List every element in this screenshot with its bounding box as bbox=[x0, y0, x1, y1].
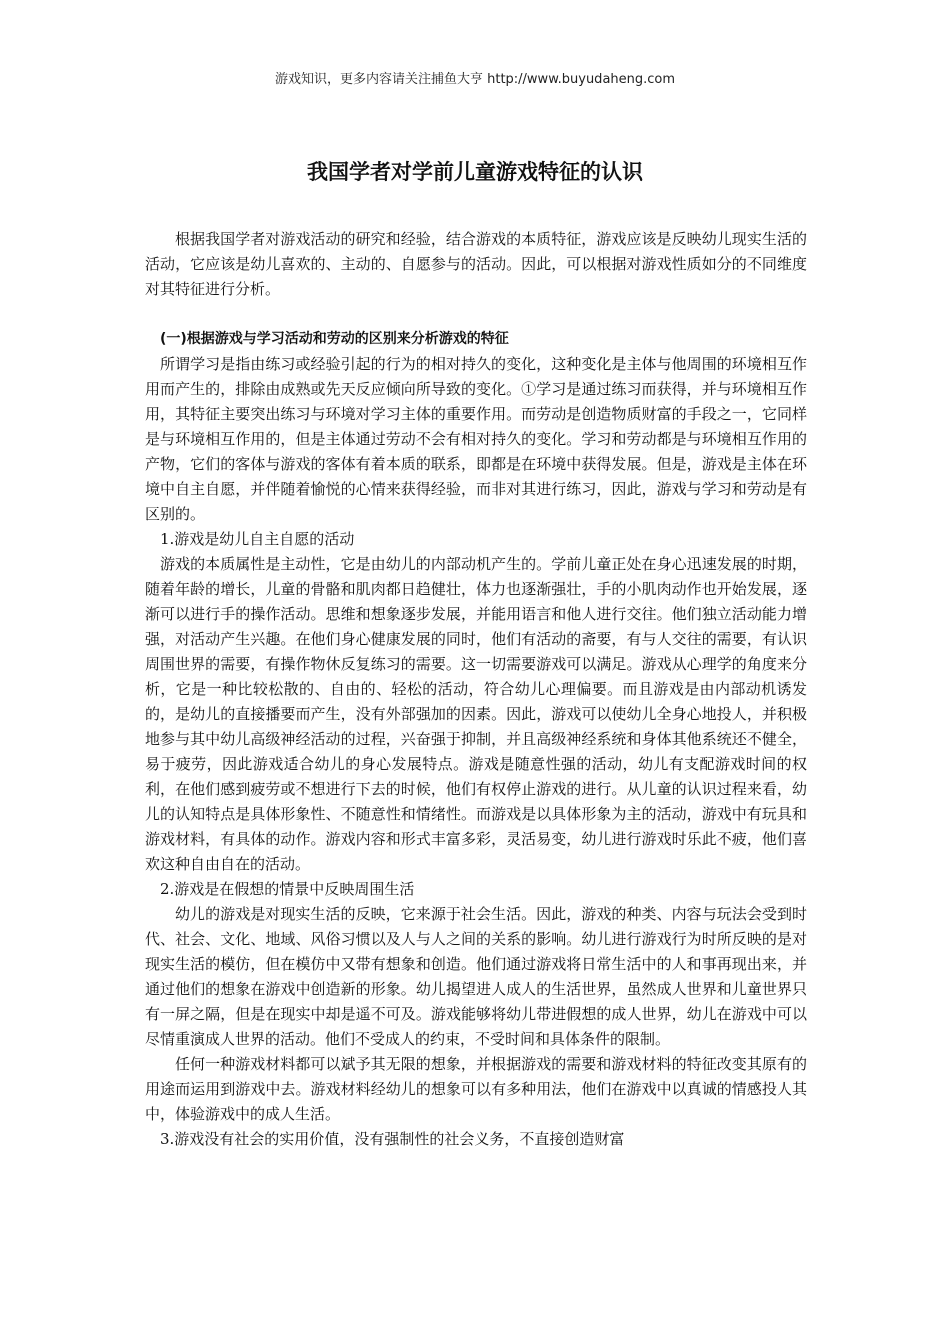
document-body bbox=[145, 227, 807, 1152]
spacer bbox=[145, 302, 807, 327]
intro-paragraph: 根据我国学者对游戏活动的研究和经验，结合游戏的本质特征，游戏应该是反映幼儿现实生活的活动，它应该是幼儿喜欢的、主动的、自愿参与的活动。因此，可以根据对游戏性质如分的不同维度对其特征进行分析。 bbox=[145, 230, 807, 298]
item3-heading: 3.游戏没有社会的实用价值，没有强制性的社会义务，不直接创造财富 bbox=[160, 1130, 625, 1148]
item1-paragraph: 游戏的本质属性是主动性，它是由幼儿的内部动机产生的。学前儿童正处在身心迅速发展的时期，随着年龄的增长，儿童的骨骼和肌肉都日趋健壮，体力也逐渐强壮，手的小肌肉动作也开始发展，逐渐可以进行手的操作活动。思维和想象逐步发展，并能用语言和他人进行交往。他们独立活动能力增强，对活动产生兴趣。在他们身心健康发展的同时，他们有活动的斋要，有与人交往的需要，有认识周围世界的需要，有操作物休反复练习的需要。这一切需要游戏可以满足。游戏从心理学的角度来分析，它是一种比较松散的、自由的、轻松的活动，符合幼儿心理偏要。而且游戏是由内部动机诱发的，是幼儿的直接播要而产生，没有外部强加的因素。因此，游戏可以使幼儿全身心地投人，并积极地参与其中幼儿高级神经活动的过程，兴奋强于抑制，并且高级神经系统和身体其他系统还不健全，易于疲劳，因此游戏适合幼儿的身心发展特点。游戏是随意性强的活动，幼儿有支配游戏时间的权利，在他们感到疲劳或不想进行下去的时候，他们有权停止游戏的进行。从儿童的认识过程来看，幼儿的认知特点是具体形象性、不随意性和情绪性。而游戏是以具体形象为主的活动，游戏中有玩具和游戏材料，有具体的动作。游戏内容和形式丰富多彩，灵活易变，幼儿进行游戏时乐此不疲，他们喜欢这种自由自在的活动。 bbox=[145, 555, 807, 873]
item2-heading: 2.游戏是在假想的情景中反映周围生活 bbox=[160, 880, 415, 898]
document-title: 我国学者对学前儿童游戏特征的认识 bbox=[307, 160, 643, 184]
section1-heading: (一)根据游戏与学习活动和劳动的区别来分析游戏的特征 bbox=[160, 331, 509, 347]
item1-heading: 1.游戏是幼儿自主自愿的活动 bbox=[160, 530, 355, 548]
item2-paragraph-2: 任何一种游戏材料都可以斌予其无限的想象，并根据游戏的需要和游戏材料的特征改变其原有的用途而运用到游戏中去。游戏材料经幼儿的想象可以有多种用法，他们在游戏中以真诚的情感投人其中，体验游戏中的成人生活。 bbox=[145, 1055, 807, 1123]
item2-paragraph-1: 幼儿的游戏是对现实生活的反映，它来源于社会生活。因此，游戏的种类、内容与玩法会受到时代、社会、文化、地域、风俗习惯以及人与人之间的关系的影响。幼儿进行游戏行为时所反映的是对现实生活的模仿，但在模仿中又带有想象和创造。他们通过游戏将日常生活中的人和事再现出来，并通过他们的想象在游戏中创造新的形象。幼儿揭望进人成人的生活世界，虽然成人世界和儿童世界只有一屏之隔，但是在现实中却是遥不可及。游戏能够将幼儿带进假想的成人世界，幼儿在游戏中可以尽情重演成人世界的活动。他们不受成人的约束，不受时间和具体条件的限制。 bbox=[145, 905, 807, 1048]
page-header: 游戏知识，更多内容请关注捕鱼大亨 http://www.buyudaheng.com bbox=[274, 72, 676, 87]
section1-paragraph: 所谓学习是指由练习或经验引起的行为的相对持久的变化，这种变化是主体与他周围的环境相互作用而产生的，排除由成熟或先天反应倾向所导致的变化。①学习是通过练习而获得，并与环境相互作用，其特征主要突出练习与环境对学习主体的重要作用。而劳动是创造物质财富的手段之一，它同样是与环境相互作用的，但是主体通过劳动不会有相对持久的变化。学习和劳动都是与环境相互作用的产物，它们的客体与游戏的客体有着本质的联系，即都是在环境中获得发展。但是，游戏是主体在环境中自主自愿，并伴随着愉悦的心情来获得经验，而非对其进行练习，因此，游戏与学习和劳动是有区别的。 bbox=[145, 355, 807, 523]
